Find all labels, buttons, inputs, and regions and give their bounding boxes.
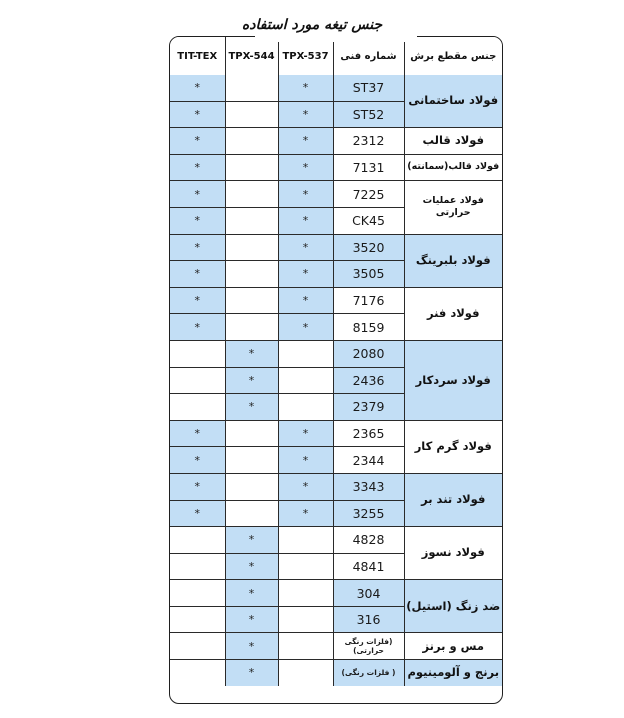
technical-number-cell: 8159 — [333, 314, 404, 341]
technical-number-cell: 7225 — [333, 181, 404, 208]
mark-tpx-537-cell — [278, 420, 333, 447]
technical-number-cell: 3255 — [333, 500, 404, 527]
mark-tit-tex-cell — [170, 367, 225, 394]
mark-tpx-544-cell — [225, 447, 278, 474]
technical-number-cell: 304 — [333, 580, 404, 607]
mark-tit-tex-cell — [170, 234, 225, 261]
mark-tpx-544-cell — [225, 314, 278, 341]
asterisk-mark: * — [302, 427, 309, 441]
header-tpx-544: TPX-544 — [225, 37, 278, 75]
mark-tpx-544-cell — [225, 527, 278, 554]
asterisk-mark: * — [302, 506, 309, 520]
asterisk-mark: * — [194, 107, 200, 121]
mark-tpx-544-cell — [225, 633, 278, 660]
mark-tpx-544-cell — [225, 181, 278, 208]
mark-tpx-544-cell — [225, 367, 278, 394]
mark-tpx-544-cell — [225, 500, 278, 527]
table-row — [170, 527, 502, 554]
asterisk-mark: * — [302, 161, 309, 175]
asterisk-mark: * — [194, 214, 200, 228]
mark-tit-tex-cell — [170, 473, 225, 500]
mark-tpx-537-cell — [278, 101, 333, 128]
mark-tpx-537-cell — [278, 287, 333, 314]
table-row — [170, 154, 502, 181]
technical-number-cell: 3505 — [333, 261, 404, 288]
mark-tit-tex-cell — [170, 553, 225, 580]
mark-tpx-544-cell — [225, 340, 278, 367]
mark-tpx-544-cell — [225, 660, 278, 686]
material-name-cell: فولاد تند بر — [404, 473, 502, 526]
asterisk-mark: * — [194, 453, 200, 467]
material-name-cell: فولاد سردکار — [404, 340, 502, 420]
mark-tit-tex-cell — [170, 606, 225, 633]
mark-tpx-537-cell — [278, 314, 333, 341]
mark-tpx-537-cell — [278, 606, 333, 633]
mark-tpx-537-cell — [278, 500, 333, 527]
mark-tpx-537-cell — [278, 447, 333, 474]
asterisk-mark: * — [194, 187, 200, 201]
asterisk-mark: * — [194, 294, 200, 308]
mark-tpx-537-cell — [278, 633, 333, 660]
mark-tpx-544-cell — [225, 473, 278, 500]
table-body — [170, 75, 502, 686]
asterisk-mark: * — [194, 161, 200, 175]
mark-tpx-544-cell — [225, 75, 278, 101]
technical-number-cell: ST37 — [333, 75, 404, 101]
mark-tit-tex-cell — [170, 207, 225, 234]
mark-tit-tex-cell — [170, 500, 225, 527]
mark-tpx-544-cell — [225, 101, 278, 128]
material-name-cell: برنج و آلومینیوم — [404, 660, 502, 686]
mark-tpx-544-cell — [225, 261, 278, 288]
asterisk-mark: * — [194, 506, 200, 520]
asterisk-mark: * — [302, 107, 309, 121]
asterisk-mark: * — [248, 347, 255, 361]
mark-tpx-544-cell — [225, 394, 278, 421]
header-technical-number: شماره فنی — [333, 37, 404, 75]
mark-tpx-544-cell — [225, 606, 278, 633]
mark-tpx-537-cell — [278, 580, 333, 607]
header-tit-tex: TIT-TEX — [170, 37, 225, 75]
asterisk-mark: * — [302, 134, 309, 148]
technical-number-cell: 316 — [333, 606, 404, 633]
table-row — [170, 75, 502, 101]
mark-tit-tex-cell — [170, 154, 225, 181]
mark-tpx-537-cell — [278, 394, 333, 421]
mark-tpx-537-cell — [278, 261, 333, 288]
mark-tit-tex-cell — [170, 420, 225, 447]
technical-number-cell: 2436 — [333, 367, 404, 394]
technical-number-cell: CK45 — [333, 207, 404, 234]
mark-tit-tex-cell — [170, 340, 225, 367]
mark-tit-tex-cell — [170, 128, 225, 155]
mark-tpx-537-cell — [278, 527, 333, 554]
mark-tit-tex-cell — [170, 75, 225, 101]
mark-tit-tex-cell — [170, 633, 225, 660]
technical-number-cell: ( فلزات رنگی) — [333, 660, 404, 686]
table-row — [170, 181, 502, 208]
table-title: جنس تیغه مورد استفاده — [241, 17, 383, 33]
asterisk-mark: * — [194, 480, 200, 494]
material-name-cell: فولاد ساختمانی — [404, 75, 502, 128]
mark-tit-tex-cell — [170, 394, 225, 421]
mark-tpx-537-cell — [278, 154, 333, 181]
mark-tpx-537-cell — [278, 181, 333, 208]
technical-number-cell: 2344 — [333, 447, 404, 474]
technical-number-cell: (فلزات رنگی حرارتی) — [333, 633, 404, 660]
asterisk-mark: * — [248, 586, 255, 600]
mark-tpx-537-cell — [278, 128, 333, 155]
mark-tpx-544-cell — [225, 154, 278, 181]
table-row — [170, 234, 502, 261]
table-row — [170, 128, 502, 155]
mark-tpx-544-cell — [225, 128, 278, 155]
header-cut-material: جنس مقطع برش — [404, 37, 502, 75]
mark-tpx-537-cell — [278, 207, 333, 234]
mark-tpx-537-cell — [278, 553, 333, 580]
mark-tpx-537-cell — [278, 367, 333, 394]
mark-tpx-537-cell — [278, 660, 333, 686]
material-name-cell: فولاد قالب(سمانته) — [404, 154, 502, 181]
header-row — [170, 37, 502, 75]
material-name-cell: فولاد فنر — [404, 287, 502, 340]
blade-material-table-frame — [169, 36, 503, 704]
mark-tit-tex-cell — [170, 101, 225, 128]
material-name-cell: فولاد بلبرینگ — [404, 234, 502, 287]
technical-number-cell: 4828 — [333, 527, 404, 554]
asterisk-mark: * — [302, 214, 309, 228]
asterisk-mark: * — [302, 294, 309, 308]
asterisk-mark: * — [302, 240, 309, 254]
asterisk-mark: * — [302, 187, 309, 201]
mark-tit-tex-cell — [170, 287, 225, 314]
table-row — [170, 633, 502, 660]
technical-number-cell: 7176 — [333, 287, 404, 314]
asterisk-mark: * — [302, 320, 309, 334]
mark-tpx-537-cell — [278, 473, 333, 500]
mark-tpx-537-cell — [278, 234, 333, 261]
mark-tit-tex-cell — [170, 314, 225, 341]
mark-tpx-537-cell — [278, 340, 333, 367]
technical-number-cell: 2312 — [333, 128, 404, 155]
table-row — [170, 580, 502, 607]
table-row — [170, 660, 502, 686]
mark-tit-tex-cell — [170, 447, 225, 474]
mark-tit-tex-cell — [170, 527, 225, 554]
mark-tpx-544-cell — [225, 234, 278, 261]
technical-number-cell: 4841 — [333, 553, 404, 580]
mark-tpx-544-cell — [225, 287, 278, 314]
technical-number-cell: 3343 — [333, 473, 404, 500]
asterisk-mark: * — [194, 267, 200, 281]
technical-number-cell: 2080 — [333, 340, 404, 367]
material-name-cell: فولاد نسوز — [404, 527, 502, 580]
header-tpx-537: TPX-537 — [278, 37, 333, 75]
asterisk-mark: * — [248, 639, 255, 653]
mark-tpx-544-cell — [225, 420, 278, 447]
mark-tit-tex-cell — [170, 580, 225, 607]
technical-number-cell: 2365 — [333, 420, 404, 447]
asterisk-mark: * — [194, 427, 200, 441]
technical-number-cell: 7131 — [333, 154, 404, 181]
table-row — [170, 340, 502, 367]
asterisk-mark: * — [248, 533, 255, 547]
asterisk-mark: * — [302, 81, 309, 95]
asterisk-mark: * — [194, 320, 200, 334]
asterisk-mark: * — [194, 81, 200, 95]
technical-number-cell: 3520 — [333, 234, 404, 261]
asterisk-mark: * — [302, 480, 309, 494]
material-name-cell: مس و برنز — [404, 633, 502, 660]
asterisk-mark: * — [194, 240, 200, 254]
blade-material-table — [170, 37, 502, 686]
asterisk-mark: * — [248, 400, 255, 414]
technical-number-cell: ST52 — [333, 101, 404, 128]
mark-tpx-537-cell — [278, 75, 333, 101]
asterisk-mark: * — [302, 267, 309, 281]
material-name-cell: فولاد عملیات حرارتی — [404, 181, 502, 234]
table-row — [170, 473, 502, 500]
asterisk-mark: * — [248, 559, 255, 573]
table-row — [170, 287, 502, 314]
mark-tit-tex-cell — [170, 181, 225, 208]
asterisk-mark: * — [248, 666, 255, 680]
mark-tpx-544-cell — [225, 207, 278, 234]
mark-tpx-544-cell — [225, 553, 278, 580]
asterisk-mark: * — [248, 373, 255, 387]
material-name-cell: فولاد گرم کار — [404, 420, 502, 473]
mark-tit-tex-cell — [170, 261, 225, 288]
table-row — [170, 420, 502, 447]
material-name-cell: ضد زنگ (استیل) — [404, 580, 502, 633]
technical-number-cell: 2379 — [333, 394, 404, 421]
mark-tpx-544-cell — [225, 580, 278, 607]
material-name-cell: فولاد قالب — [404, 128, 502, 155]
mark-tit-tex-cell — [170, 660, 225, 686]
asterisk-mark: * — [302, 453, 309, 467]
asterisk-mark: * — [194, 134, 200, 148]
asterisk-mark: * — [248, 613, 255, 627]
